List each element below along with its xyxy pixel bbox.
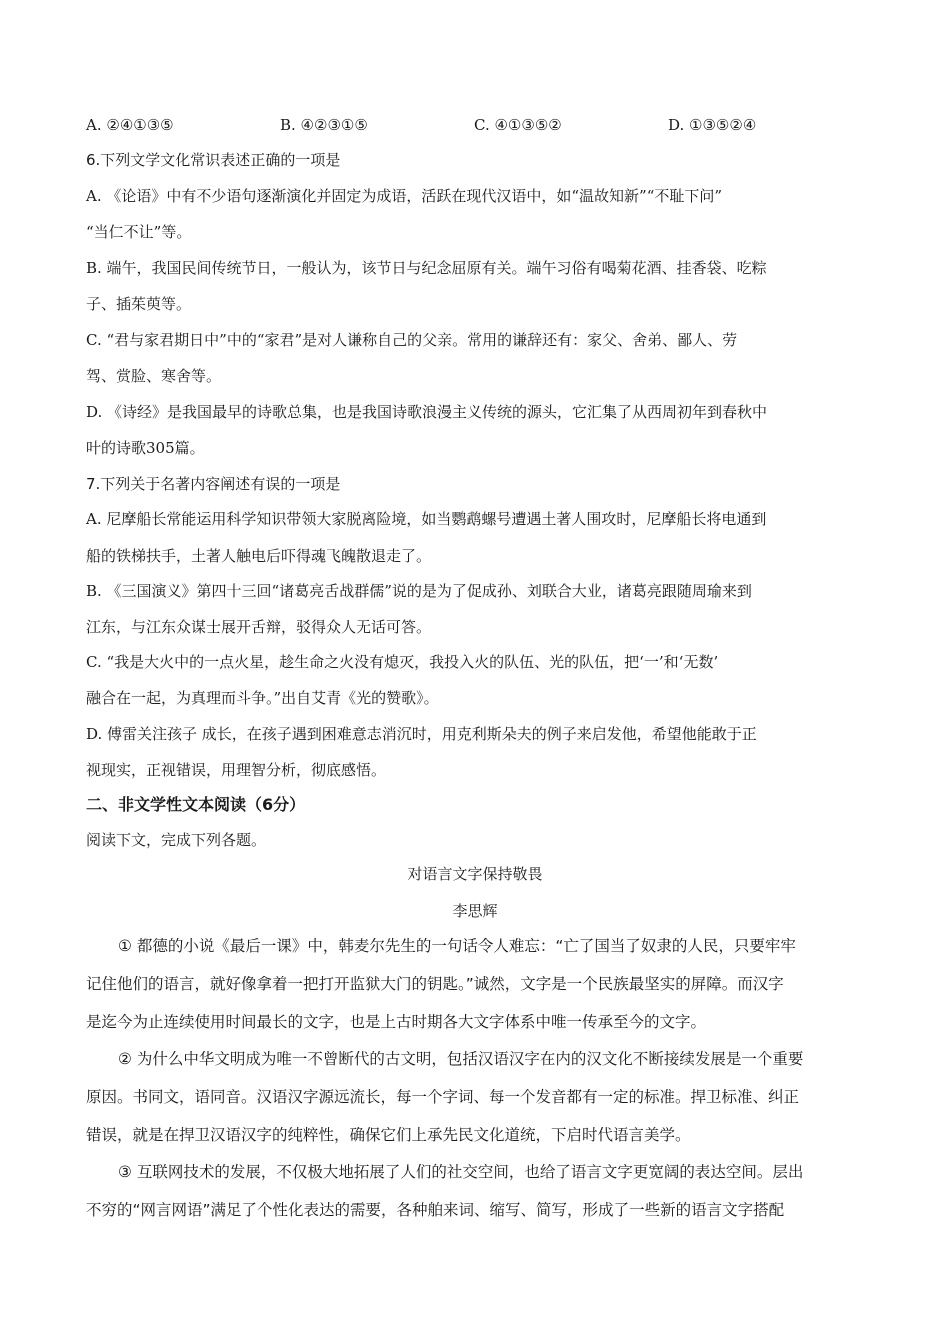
section-heading: 二、非文学性文本阅读（6分） — [86, 795, 306, 814]
q5-option-a: A. ②④①③⑤ — [86, 116, 174, 134]
article-line: ② 为什么中华文明成为唯一不曾断代的古文明，包括汉语汉字在内的汉文化不断接续发展是一个重要 — [118, 1050, 804, 1068]
q5-option-b: B. ④②③①⑤ — [280, 116, 368, 134]
q5-option-c: C. ④①③⑤② — [474, 116, 562, 134]
article-line: 是迄今为止连续使用时间最长的文字，也是上古时期各大文字体系中唯一传承至今的文字。 — [86, 1013, 707, 1031]
q6-line: C. “君与家君期日中”中的“家君”是对人谦称自己的父亲。常用的谦辞还有：家父、舍弟、鄙人、劳 — [86, 331, 738, 349]
q6-line: 驾、赏脸、寒舍等。 — [86, 367, 222, 385]
q6-line: B. 端午，我国民间传统节日，一般认为，该节日与纪念屈原有关。端午习俗有喝菊花酒、挂香袋、吃粽 — [86, 259, 767, 277]
q7-line: D. 傅雷关注孩子 成长，在孩子遇到困难意志消沉时，用克利斯朵夫的例子来启发他，希望他能敢于正 — [86, 725, 757, 743]
q6-heading: 6.下列文学文化常识表述正确的一项是 — [86, 151, 341, 169]
article-line: 错误，就是在捍卫汉语汉字的纯粹性，确保它们上承先民文化道统，下启时代语言美学。 — [86, 1126, 691, 1144]
q6-line: “当仁不让”等。 — [86, 223, 192, 241]
q7-line: 船的铁梯扶手，土著人触电后吓得魂飞魄散退走了。 — [86, 547, 432, 565]
q5-option-d: D. ①③⑤②④ — [668, 116, 757, 134]
q7-heading: 7.下列关于名著内容阐述有误的一项是 — [86, 475, 341, 493]
q7-line: 融合在一起，为真理而斗争。”出自艾青《光的赞歌》。 — [86, 689, 439, 707]
q7-line: B. 《三国演义》第四十三回“诸葛亮舌战群儒”说的是为了促成孙、刘联合大业，诸葛亮跟随周瑜来到 — [86, 582, 752, 600]
article-line: 原因。书同文，语同音。汉语汉字源远流长，每一个字词、每一个发音都有一定的标准。捍卫标准、纠正 — [86, 1088, 800, 1106]
q6-line: 子、插茱萸等。 — [86, 295, 192, 313]
article-line: 记住他们的语言，就好像拿着一把打开监狱大门的钥匙。”诚然，文字是一个民族最坚实的屏障。而汉字 — [86, 975, 784, 993]
q6-line: 叶的诗歌305篇。 — [86, 439, 205, 457]
q7-line: A. 尼摩船长常能运用科学知识带领大家脱离险境，如当鹦鹉螺号遭遇土著人围攻时，尼摩船长将电通到 — [86, 510, 767, 528]
q6-line: D. 《诗经》是我国最早的诗歌总集，也是我国诗歌浪漫主义传统的源头，它汇集了从西周初年到春秋中 — [86, 403, 768, 421]
article-line: ① 都德的小说《最后一课》中，韩麦尔先生的一句话令人难忘：“亡了国当了奴隶的人民，只要牢牢 — [118, 937, 796, 955]
section-instruction: 阅读下文，完成下列各题。 — [86, 831, 267, 849]
article-line: ③ 互联网技术的发展，不仅极大地拓展了人们的社交空间，也给了语言文字更宽阔的表达空间。层出 — [118, 1163, 804, 1181]
q7-line: 视现实，正视错误，用理智分析，彻底感悟。 — [86, 761, 387, 779]
q6-line: A. 《论语》中有不少语句逐渐演化并固定为成语，活跃在现代汉语中，如“温故知新”“不耻下问” — [86, 187, 723, 205]
article-line: 不穷的“网言网语”满足了个性化表达的需要，各种舶来词、缩写、简写，形成了一些新的语言文字搭配 — [86, 1201, 785, 1219]
article-author: 李思辉 — [452, 902, 498, 920]
q7-line: C. “我是大火中的一点火星，趁生命之火没有熄灭，我投入火的队伍、光的队伍，把‘一’和‘无数’ — [86, 653, 719, 671]
q7-line: 江东，与江东众谋士展开舌辩，驳得众人无话可答。 — [86, 618, 432, 636]
article-title: 对语言文字保持敬畏 — [407, 865, 543, 883]
